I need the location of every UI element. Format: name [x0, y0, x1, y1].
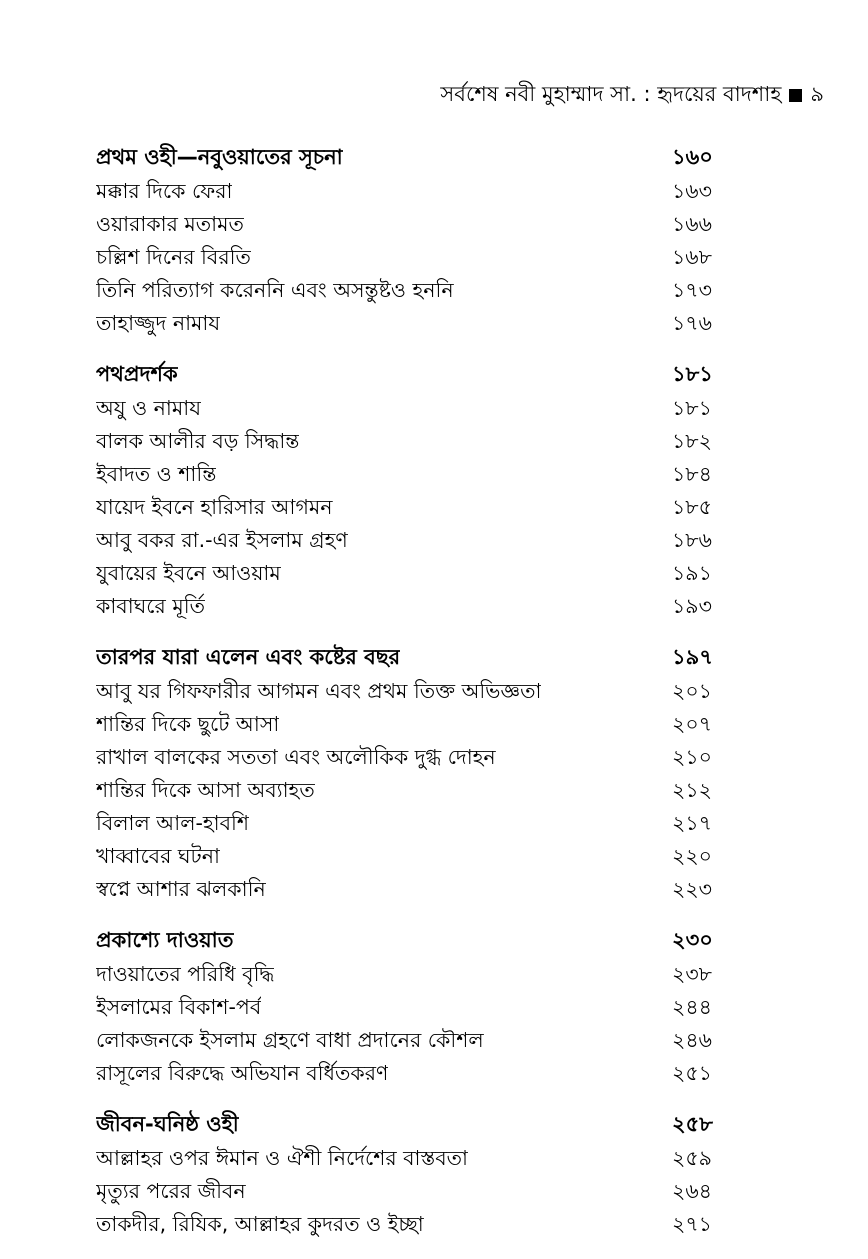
entry-title: কাবাঘরে মূর্তি	[96, 593, 205, 618]
page-header	[440, 78, 824, 113]
chapter-title: পথপ্রদর্শক	[96, 361, 178, 386]
entry-page-number: ২৪৬	[672, 1027, 712, 1052]
toc-entry	[96, 1025, 732, 1058]
toc-chapter-heading	[96, 357, 732, 393]
entry-page-number: ২৬৪	[672, 1178, 712, 1203]
entry-title: শান্তির দিকে আসা অব্যাহত	[96, 777, 315, 802]
chapter-title: প্রকাশ্যে দাওয়াত	[96, 927, 234, 952]
toc-entry	[96, 393, 732, 426]
toc-entry	[96, 959, 732, 992]
entry-title: যায়েদ ইবনে হারিসার আগমন	[96, 494, 333, 519]
entry-page-number: ১৮৬	[672, 527, 712, 552]
toc-entry	[96, 176, 732, 209]
toc-entry	[96, 742, 732, 775]
toc-chapter-heading	[96, 140, 732, 176]
toc-entry	[96, 209, 732, 242]
entry-page-number: ২৪৪	[672, 994, 712, 1019]
chapter-title: প্রথম ওহী—নবুওয়াতের সূচনা	[96, 144, 343, 169]
toc-entry	[96, 709, 732, 742]
entry-title: লোকজনকে ইসলাম গ্রহণে বাধা প্রদানের কৌশল	[96, 1027, 484, 1052]
entry-page-number: ২০৭	[672, 711, 712, 736]
entry-title: স্বপ্নে আশার ঝলকানি	[96, 876, 266, 901]
running-title: সর্বশেষ নবী মুহাম্মাদ সা. : হৃদয়ের বাদশাহ	[440, 82, 782, 106]
toc-section	[96, 640, 732, 907]
entry-title: আবু যর গিফফারীর আগমন এবং প্রথম তিক্ত অভিজ্ঞতা	[96, 678, 542, 703]
toc-entry	[96, 1143, 732, 1176]
entry-title: শান্তির দিকে ছুটে আসা	[96, 711, 280, 736]
toc-entry	[96, 1209, 732, 1242]
chapter-page-number: ১৯৭	[672, 644, 713, 669]
entry-page-number: ২৫১	[672, 1060, 712, 1085]
entry-page-number: ২২৩	[672, 876, 712, 901]
entry-title: বালক আলীর বড় সিদ্ধান্ত	[96, 428, 300, 453]
toc-entry	[96, 1058, 732, 1091]
entry-title: যুবায়ের ইবনে আওয়াম	[96, 560, 281, 585]
chapter-page-number: ১৬০	[672, 144, 713, 169]
toc-entry	[96, 308, 732, 341]
toc-entry	[96, 492, 732, 525]
chapter-title: তারপর যারা এলেন এবং কষ্টের বছর	[96, 644, 401, 669]
toc-entry	[96, 1176, 732, 1209]
entry-title: তিনি পরিত্যাগ করেননি এবং অসন্তুষ্টও হননি	[96, 277, 454, 302]
chapter-page-number: ২৫৮	[672, 1111, 713, 1136]
header-square-mark	[789, 89, 802, 102]
toc-section	[96, 923, 732, 1091]
entry-title: রাসূলের বিরুদ্ধে অভিযান বর্ধিতকরণ	[96, 1060, 389, 1085]
entry-page-number: ১৬৬	[672, 211, 712, 236]
entry-title: আবু বকর রা.-এর ইসলাম গ্রহণ	[96, 527, 348, 552]
toc-entry	[96, 591, 732, 624]
entry-title: মৃত্যুর পরের জীবন	[96, 1178, 246, 1203]
toc-chapter-heading	[96, 923, 732, 959]
toc-entry	[96, 874, 732, 907]
toc-chapter-heading	[96, 1107, 732, 1143]
entry-page-number: ২৩৮	[672, 961, 712, 986]
chapter-title: জীবন-ঘনিষ্ঠ ওহী	[96, 1111, 239, 1136]
entry-page-number: ২১২	[672, 777, 712, 802]
entry-title: খাব্বাবের ঘটনা	[96, 843, 220, 868]
table-of-contents	[96, 140, 732, 1258]
entry-page-number: ১৮২	[672, 428, 712, 453]
entry-page-number: ১৭৬	[672, 310, 712, 335]
entry-page-number: ১৯৩	[672, 593, 712, 618]
entry-page-number: ২০১	[672, 678, 712, 703]
toc-entry	[96, 775, 732, 808]
page-number: ৯	[810, 82, 824, 106]
entry-page-number: ১৭৩	[672, 277, 712, 302]
entry-title: ইসলামের বিকাশ-পর্ব	[96, 994, 262, 1019]
entry-title: ওয়ারাকার মতামত	[96, 211, 244, 236]
entry-title: বিলাল আল-হাবশি	[96, 810, 249, 835]
entry-page-number: ২২০	[672, 843, 712, 868]
toc-entry	[96, 558, 732, 591]
entry-page-number: ১৮৫	[672, 494, 712, 519]
toc-section	[96, 140, 732, 341]
toc-chapter-heading	[96, 640, 732, 676]
toc-section	[96, 1107, 732, 1242]
entry-title: তাকদীর, রিযিক, আল্লাহর কুদরত ও ইচ্ছা	[96, 1211, 424, 1236]
entry-page-number: ১৬৩	[672, 178, 712, 203]
entry-page-number: ২৫৯	[672, 1145, 712, 1170]
entry-title: আল্লাহর ওপর ঈমান ও ঐশী নির্দেশের বাস্তবতা	[96, 1145, 468, 1170]
entry-page-number: ১৬৮	[672, 244, 712, 269]
toc-entry	[96, 275, 732, 308]
chapter-page-number: ২৩০	[672, 927, 713, 952]
chapter-page-number: ১৮১	[672, 361, 713, 386]
entry-page-number: ২৭১	[672, 1211, 712, 1236]
toc-entry	[96, 841, 732, 874]
entry-page-number: ২১৭	[672, 810, 712, 835]
entry-page-number: ২১০	[672, 744, 712, 769]
entry-title: মক্কার দিকে ফেরা	[96, 178, 233, 203]
entry-title: চল্লিশ দিনের বিরতি	[96, 244, 251, 269]
entry-page-number: ১৮৪	[672, 461, 712, 486]
entry-page-number: ১৮১	[672, 395, 712, 420]
toc-entry	[96, 525, 732, 558]
toc-entry	[96, 242, 732, 275]
toc-entry	[96, 426, 732, 459]
toc-entry	[96, 992, 732, 1025]
toc-entry	[96, 459, 732, 492]
entry-title: রাখাল বালকের সততা এবং অলৌকিক দুগ্ধ দোহন	[96, 744, 496, 769]
entry-title: তাহাজ্জুদ নামায	[96, 310, 221, 335]
toc-entry	[96, 676, 732, 709]
entry-title: দাওয়াতের পরিধি বৃদ্ধি	[96, 961, 275, 986]
toc-entry	[96, 808, 732, 841]
entry-title: অযু ও নামায	[96, 395, 202, 420]
entry-page-number: ১৯১	[672, 560, 712, 585]
toc-section	[96, 357, 732, 624]
entry-title: ইবাদত ও শান্তি	[96, 461, 217, 486]
